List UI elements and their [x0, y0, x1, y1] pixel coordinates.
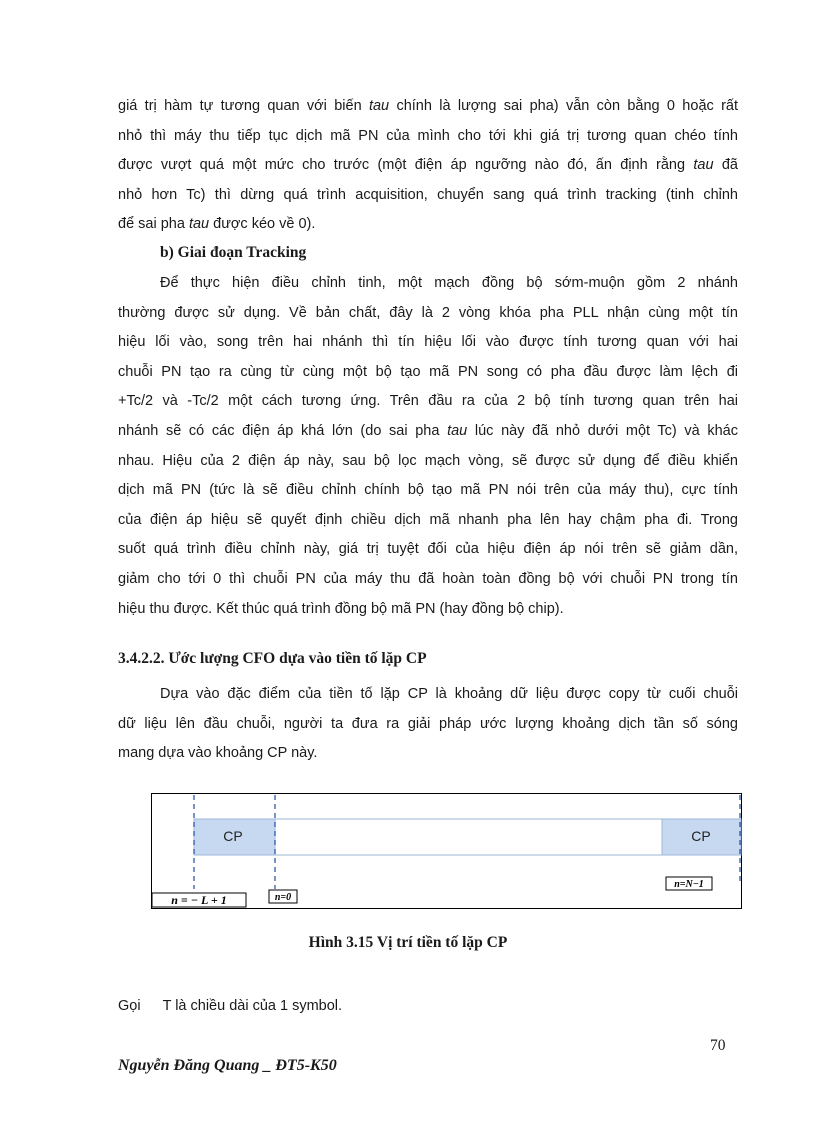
- text-line: Để thực hiện điều chỉnh tinh, một mạch đồng bộ sớm-muộn gồm 2 nhánh: [160, 275, 738, 291]
- text-segment: nhỏ hơn Tc) thì dừng quá trình acquisition, chuyển sang quá trình tracking (tinh chỉnh: [118, 186, 738, 203]
- text-line: mang dựa vào khoảng CP này.: [118, 745, 318, 762]
- text-segment: giá trị hàm tự tương quan với biến: [118, 98, 369, 114]
- cp-position-diagram: [151, 793, 742, 909]
- text-segment: nhỏ thì máy thu tiếp tục dịch mã PN của mình cho tới khi giá trị tương quan chéo tính: [118, 127, 738, 144]
- text-line: của điện áp hiệu sẽ quyết định chiều dịch mã nhanh pha lên hay chậm pha đi. Trong: [118, 511, 738, 528]
- text-line: giảm cho tới 0 thì chuỗi PN của máy thu đã hoàn toàn đồng bộ với chuỗi PN trong tín: [118, 570, 738, 587]
- page-footer-author: Nguyễn Đăng Quang _ ĐT5-K50: [118, 1057, 337, 1074]
- figure-caption: Hình 3.15 Vị trí tiền tố lặp CP: [308, 934, 508, 951]
- emphasis-term: tau: [693, 157, 714, 174]
- n-zero-label: n=0: [274, 892, 292, 903]
- text-line: suốt quá trình điều chỉnh này, giá trị tuyệt đối của hiệu điện áp nói trên sẽ giảm dần,: [118, 541, 738, 558]
- section-heading-cfo: 3.4.2.2. Ước lượng CFO dựa vào tiền tố lặp CP: [118, 650, 427, 667]
- cp-right-label: CP: [691, 828, 711, 844]
- subsection-heading-tracking: b) Giai đoạn Tracking: [160, 244, 307, 261]
- emphasis-term: tau: [447, 422, 468, 439]
- paragraph-tracking: [118, 269, 738, 624]
- text-line: chuỗi PN tạo ra cùng từ cùng một bộ tạo mã PN song có pha đầu được làm lệch đi: [118, 363, 738, 380]
- text-segment: chính là lượng sai pha) vẫn còn bằng 0 hoặc rất: [389, 98, 738, 114]
- text-line: thường được sử dụng. Về bản chất, đây là 2 vòng khóa pha PLL nhận cùng một tín: [118, 304, 738, 321]
- text-line: dữ liệu lên đầu chuỗi, người ta đưa ra giải pháp ước lượng khoảng dịch tần số sóng: [118, 715, 738, 732]
- data-block: [275, 819, 662, 855]
- symbol-text: T là chiều dài của 1 symbol.: [162, 998, 343, 1014]
- text-segment: đã: [713, 157, 738, 174]
- text-segment: lúc này đã nhỏ dưới một Tc) và khác: [467, 422, 738, 439]
- text-segment: nhánh sẽ có các điện áp khá lớn (do sai pha: [118, 422, 448, 439]
- symbol-definition: [118, 998, 342, 1014]
- n-end-label: n=N−1: [674, 879, 704, 890]
- page-number: 70: [710, 1037, 726, 1054]
- text-line: +Tc/2 và -Tc/2 một cách tương ứng. Trên đầu ra của 2 bộ tính tương quan trên hai: [118, 393, 738, 410]
- symbol-lead: Gọi: [118, 998, 141, 1014]
- paragraph-acquisition-end: [118, 92, 738, 240]
- cp-left-label: CP: [223, 828, 243, 844]
- text-line: [118, 151, 738, 181]
- text-line: [118, 181, 738, 211]
- text-line: dịch mã PN (tức là sẽ điều chỉnh chính bộ tạo mã PN nói trên của máy thu), cực tính: [118, 482, 738, 499]
- text-segment: được vượt quá một mức cho trước (một điện áp ngưỡng nào đó, ấn định rằng: [118, 157, 694, 174]
- emphasis-term: tau: [188, 216, 210, 233]
- text-line: [118, 210, 738, 240]
- text-segment: được kéo về 0).: [209, 216, 316, 233]
- text-line: hiệu lối vào, song trên hai nhánh thì tín hiệu lối vào được tính tương quan với hai: [118, 334, 738, 351]
- text-line: nhau. Hiệu của 2 điện áp này, sau bộ lọc mạch vòng, sẽ được sử dụng để điều khiển: [118, 452, 738, 469]
- text-line: hiệu thu được. Kết thúc quá trình đồng bộ mã PN (hay đồng bộ chip).: [118, 600, 564, 617]
- text-line: [118, 122, 738, 152]
- text-line: [118, 92, 738, 122]
- n-start-label: n = − L + 1: [171, 893, 227, 907]
- text-line: Dựa vào đặc điểm của tiền tố lặp CP là khoảng dữ liệu được copy từ cuối chuỗi: [160, 686, 738, 702]
- emphasis-term: tau: [368, 98, 390, 114]
- paragraph-cp-intro: [118, 680, 738, 769]
- text-line: [118, 417, 738, 447]
- text-segment: để sai pha: [118, 216, 189, 233]
